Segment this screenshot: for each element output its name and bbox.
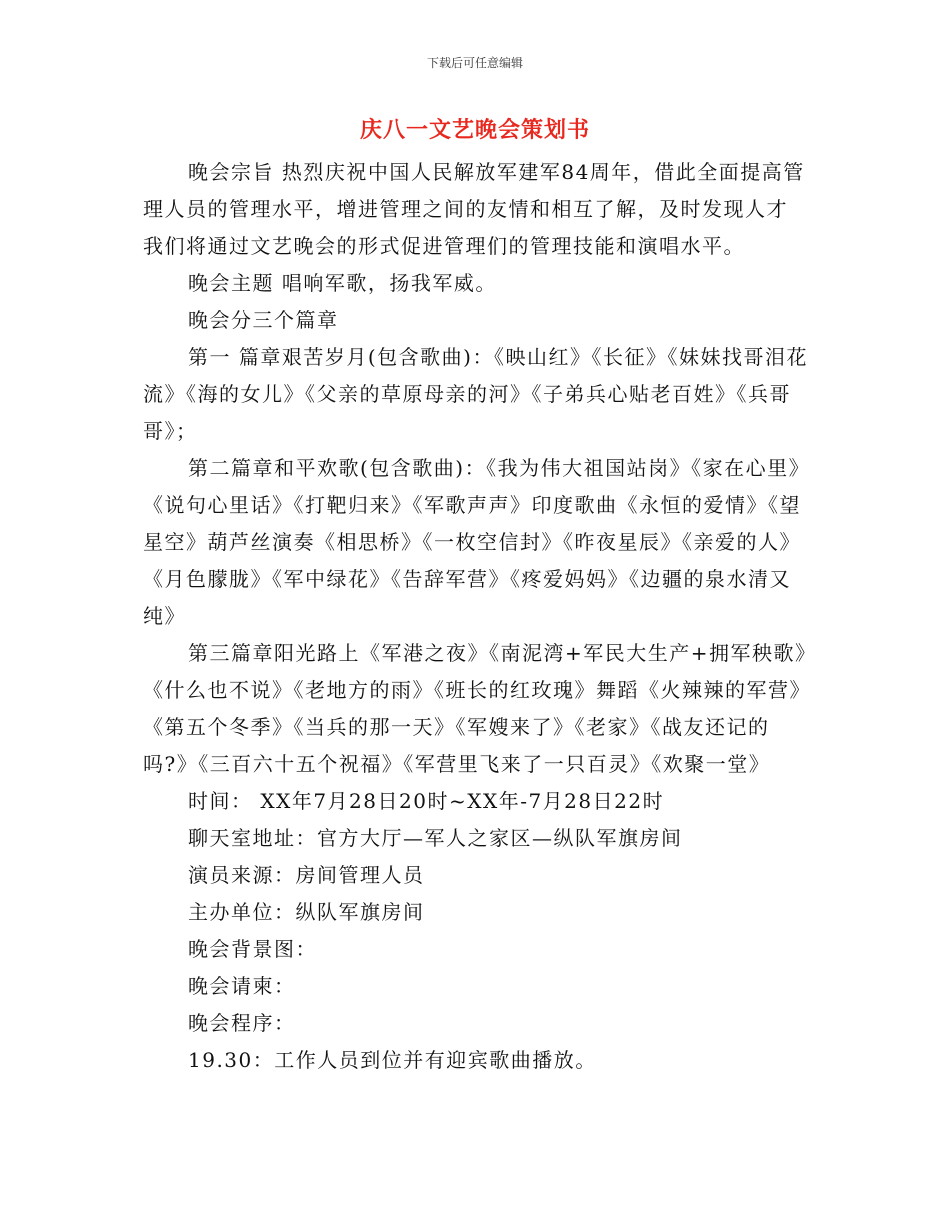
paragraph-chapter-one: 第一 篇章艰苦岁月(包含歌曲)：《映山红》《长征》《妹妹找哥泪花流》《海的女儿》《父亲的草原母亲的河》《子弟兵心贴老百姓》《兵哥哥》； — [143, 345, 808, 443]
paragraph-purpose: 晚会宗旨 热烈庆祝中国人民解放军建军84周年，借此全面提高管理人员的管理水平，增进管理之间的友情和相互了解，及时发现人才我们将通过文艺晚会的形式促进管理们的管理技能和演唱水平。 — [143, 160, 805, 258]
paragraph-time: 时间： XX年7月28日20时~XX年-7月28日22时 — [188, 789, 665, 813]
document-title: 庆八一文艺晚会策划书 — [359, 117, 590, 143]
paragraph-organizer: 主办单位：纵队军旗房间 — [188, 900, 425, 924]
paragraph-chatroom-address: 聊天室地址：官方大厅—军人之家区—纵队军旗房间 — [188, 826, 683, 850]
paragraph-background-image: 晚会背景图： — [188, 937, 317, 961]
document-body — [143, 154, 808, 1079]
paragraph-invitation: 晚会请柬： — [188, 974, 296, 998]
paragraph-chapter-three: 第三篇章阳光路上《军港之夜》《南泥湾+军民大生产+拥军秧歌》《什么也不说》《老地方的雨》《班长的红玫瑰》舞蹈《火辣辣的军营》《第五个冬季》《当兵的那一天》《军嫂来了》《老家》《战友还记的吗?》《三百六十五个祝福》《军营里飞来了一只百灵》《欢聚一堂》 — [143, 641, 807, 776]
paragraph-performers: 演员来源：房间管理人员 — [188, 863, 425, 887]
paragraph-chapter-two: 第二篇章和平欢歌(包含歌曲)：《我为伟大祖国站岗》《家在心里》《说句心里话》《打靶归来》《军歌声声》印度歌曲《永恒的爱情》《望星空》葫芦丝演奏《相思桥》《一枚空信封》《昨夜星辰》《亲爱的人》《月色朦胧》《军中绿花》《告辞军营》《疼爱妈妈》《边疆的泉水清又纯》 — [143, 456, 801, 628]
paragraph-schedule-item: 19.30：工作人员到位并有迎宾歌曲播放。 — [188, 1048, 597, 1072]
header-note: 下载后可任意编辑 — [426, 56, 523, 70]
paragraph-theme: 晚会主题 唱响军歌，扬我军威。 — [188, 271, 497, 295]
paragraph-chapters-intro: 晚会分三个篇章 — [188, 308, 339, 332]
paragraph-program: 晚会程序： — [188, 1011, 296, 1035]
